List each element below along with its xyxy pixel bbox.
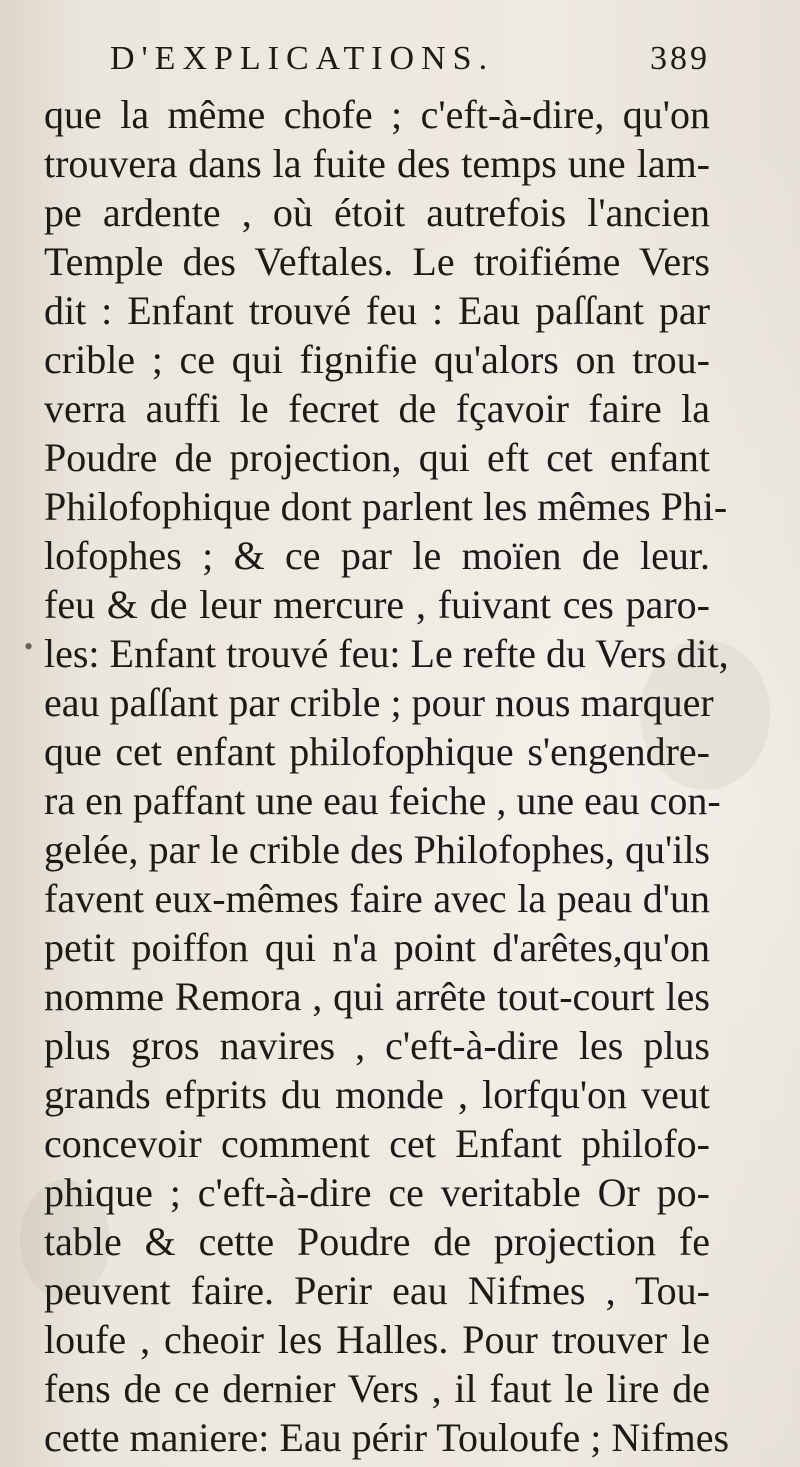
text-line: verra auffi le fecret de fçavoir faire la [44, 386, 710, 431]
body-text [44, 90, 730, 1462]
text-line: Temple des Veftales. Le troifiéme Vers [44, 239, 710, 284]
text-line: Poudre de projection, qui eft cet enfant [44, 435, 710, 480]
text-line: plus gros navires , c'eft-à-dire les plus [44, 1023, 710, 1068]
text-line: loufe , cheoir les Halles. Pour trouver le [44, 1317, 710, 1362]
text-line: que cet enfant philofophique s'engendre- [44, 729, 710, 774]
text-line: grands efprits du monde , lorfqu'on veut [44, 1072, 710, 1117]
text-line: nomme Remora , qui arrête tout-court les [44, 974, 710, 1019]
margin-mark: • [24, 632, 34, 661]
text-line: cette maniere: Eau périr Touloufe ; Nifmes [44, 1415, 730, 1460]
text-line: phique ; c'eft-à-dire ce veritable Or po- [44, 1170, 710, 1215]
text-line: gelée, par le crible des Philofophes, qu'ils [44, 827, 710, 872]
text-line: dit : Enfant trouvé feu : Eau paſſant par [44, 288, 710, 333]
text-line: concevoir comment cet Enfant philofo- [44, 1121, 710, 1166]
text-line: feu & de leur mercure , fuivant ces paro- [44, 582, 710, 627]
text-line: les: Enfant trouvé feu: Le refte du Vers dit, [44, 631, 729, 676]
text-line: fens de ce dernier Vers , il faut le lire de [44, 1366, 710, 1411]
text-line: trouvera dans la fuite des temps une lam- [44, 141, 710, 186]
text-line: ra en paffant une eau feiche , une eau con- [44, 778, 721, 823]
text-line: favent eux-mêmes faire avec la peau d'un [44, 876, 710, 921]
text-line: table & cette Poudre de projection fe [44, 1219, 710, 1264]
text-line: lofophes ; & ce par le moïen de leur. [44, 533, 710, 578]
text-line: que la même chofe ; c'eft-à-dire, qu'on [44, 92, 710, 137]
text-line: peuvent faire. Perir eau Nifmes , Tou- [44, 1268, 710, 1313]
text-line: petit poiffon qui n'a point d'arêtes,qu'on [44, 925, 710, 970]
page-number: 389 [650, 40, 710, 77]
page-header [110, 40, 710, 90]
text-line: crible ; ce qui fignifie qu'alors on trou- [44, 337, 710, 382]
text-line: eau paſſant par crible ; pour nous marquer [44, 680, 714, 725]
running-title: D'EXPLICATIONS. [110, 40, 495, 77]
text-line: Philofophique dont parlent les mêmes Phi- [44, 484, 728, 529]
text-line: pe ardente , où étoit autrefois l'ancien [44, 190, 710, 235]
